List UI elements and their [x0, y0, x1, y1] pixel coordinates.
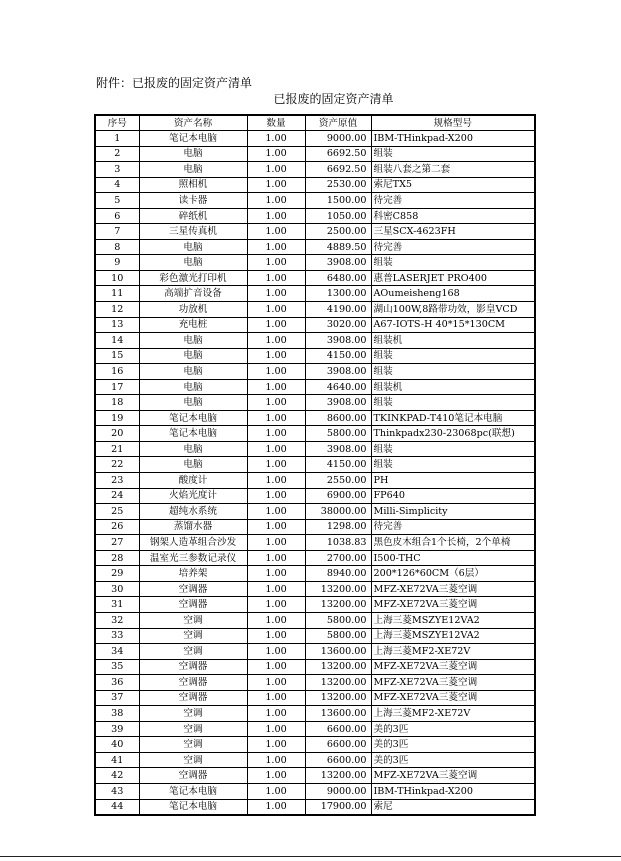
cell-original-value: 38000.00 [305, 504, 371, 520]
cell-seq: 23 [95, 473, 139, 489]
cell-asset-name: 空调器 [139, 659, 247, 675]
cell-original-value: 6692.50 [305, 146, 371, 162]
cell-asset-name: 空调 [139, 706, 247, 722]
cell-quantity: 1.00 [247, 317, 305, 333]
cell-original-value: 6900.00 [305, 488, 371, 504]
cell-spec-model: 索尼TX5 [371, 177, 535, 193]
cell-asset-name: 蒸馏水器 [139, 519, 247, 535]
table-row [95, 270, 535, 286]
cell-quantity: 1.00 [247, 644, 305, 660]
cell-spec-model: 待完善 [371, 519, 535, 535]
cell-original-value: 1050.00 [305, 208, 371, 224]
cell-seq: 13 [95, 317, 139, 333]
cell-spec-model: 组装 [371, 146, 535, 162]
cell-seq: 1 [95, 131, 139, 147]
cell-asset-name: 电脑 [139, 333, 247, 349]
cell-spec-model: 组装 [371, 364, 535, 380]
cell-quantity: 1.00 [247, 504, 305, 520]
cell-asset-name: 三星传真机 [139, 224, 247, 240]
table-row [95, 566, 535, 582]
table-row [95, 426, 535, 442]
cell-asset-name: 碎纸机 [139, 208, 247, 224]
cell-original-value: 9000.00 [305, 131, 371, 147]
cell-seq: 32 [95, 612, 139, 628]
cell-asset-name: 空调 [139, 644, 247, 660]
cell-original-value: 6600.00 [305, 752, 371, 768]
table-title: 已报废的固定资产清单 [273, 92, 394, 106]
cell-spec-model: MFZ-XE72VA三菱空调 [371, 768, 535, 784]
cell-spec-model: MFZ-XE72VA三菱空调 [371, 581, 535, 597]
cell-original-value: 5800.00 [305, 628, 371, 644]
cell-quantity: 1.00 [247, 799, 305, 815]
cell-asset-name: 电脑 [139, 255, 247, 271]
cell-quantity: 1.00 [247, 208, 305, 224]
cell-original-value: 13600.00 [305, 644, 371, 660]
cell-quantity: 1.00 [247, 690, 305, 706]
table-row [95, 162, 535, 178]
header-asset-name: 资产名称 [139, 115, 247, 131]
table-row [95, 302, 535, 318]
table-row [95, 690, 535, 706]
cell-asset-name: 空调 [139, 612, 247, 628]
table-header [95, 115, 535, 131]
cell-asset-name: 高端扩音设备 [139, 286, 247, 302]
cell-quantity: 1.00 [247, 441, 305, 457]
cell-quantity: 1.00 [247, 364, 305, 380]
cell-seq: 38 [95, 706, 139, 722]
cell-spec-model: 上海三菱MSZYE12VA2 [371, 628, 535, 644]
header-quantity: 数量 [247, 115, 305, 131]
table-row [95, 706, 535, 722]
cell-spec-model: 黑色皮木组合1个长椅，2个单椅 [371, 535, 535, 551]
cell-seq: 8 [95, 239, 139, 255]
table-row [95, 317, 535, 333]
header-spec-model: 规格型号 [371, 115, 535, 131]
cell-asset-name: 笔记本电脑 [139, 799, 247, 815]
cell-spec-model: 三星SCX-4623FH [371, 224, 535, 240]
cell-asset-name: 电脑 [139, 146, 247, 162]
cell-spec-model: 惠普LASERJET PRO400 [371, 270, 535, 286]
cell-original-value: 13600.00 [305, 706, 371, 722]
cell-asset-name: 电脑 [139, 239, 247, 255]
table-row [95, 721, 535, 737]
table-row [95, 146, 535, 162]
cell-original-value: 13200.00 [305, 690, 371, 706]
table-row [95, 644, 535, 660]
cell-quantity: 1.00 [247, 348, 305, 364]
cell-quantity: 1.00 [247, 255, 305, 271]
table-row [95, 224, 535, 240]
table-row [95, 457, 535, 473]
cell-seq: 42 [95, 768, 139, 784]
cell-spec-model: Thinkpadx230-23068pc(联想) [371, 426, 535, 442]
cell-seq: 30 [95, 581, 139, 597]
cell-spec-model: 湖山100W,8路带功效，影皇VCD [371, 302, 535, 318]
cell-seq: 11 [95, 286, 139, 302]
table-row [95, 535, 535, 551]
table-row [95, 752, 535, 768]
cell-spec-model: TKINKPAD-T410笔记本电脑 [371, 410, 535, 426]
cell-asset-name: 火焰光度计 [139, 488, 247, 504]
cell-original-value: 2550.00 [305, 473, 371, 489]
cell-spec-model: PH [371, 473, 535, 489]
cell-asset-name: 充电桩 [139, 317, 247, 333]
cell-quantity: 1.00 [247, 457, 305, 473]
cell-original-value: 3908.00 [305, 441, 371, 457]
cell-quantity: 1.00 [247, 270, 305, 286]
cell-quantity: 1.00 [247, 737, 305, 753]
cell-original-value: 13200.00 [305, 768, 371, 784]
table-row [95, 177, 535, 193]
cell-spec-model: FP640 [371, 488, 535, 504]
table-row [95, 504, 535, 520]
cell-spec-model: MFZ-XE72VA三菱空调 [371, 690, 535, 706]
cell-quantity: 1.00 [247, 597, 305, 613]
cell-seq: 4 [95, 177, 139, 193]
cell-spec-model: 组装 [371, 255, 535, 271]
cell-quantity: 1.00 [247, 659, 305, 675]
cell-spec-model: 上海三菱MF2-XE72V [371, 706, 535, 722]
cell-spec-model: A67-IOTS-H 40*15*130CM [371, 317, 535, 333]
cell-quantity: 1.00 [247, 535, 305, 551]
cell-quantity: 1.00 [247, 410, 305, 426]
cell-original-value: 8600.00 [305, 410, 371, 426]
cell-spec-model: 组装机 [371, 379, 535, 395]
cell-asset-name: 电脑 [139, 379, 247, 395]
cell-asset-name: 照相机 [139, 177, 247, 193]
cell-original-value: 5800.00 [305, 426, 371, 442]
cell-asset-name: 笔记本电脑 [139, 410, 247, 426]
cell-original-value: 1300.00 [305, 286, 371, 302]
cell-quantity: 1.00 [247, 395, 305, 411]
cell-spec-model: 美的3匹 [371, 752, 535, 768]
cell-spec-model: 组装机 [371, 333, 535, 349]
cell-seq: 6 [95, 208, 139, 224]
cell-quantity: 1.00 [247, 224, 305, 240]
cell-quantity: 1.00 [247, 379, 305, 395]
cell-spec-model: 美的3匹 [371, 737, 535, 753]
cell-spec-model: IBM-THinkpad-X200 [371, 131, 535, 147]
cell-asset-name: 电脑 [139, 162, 247, 178]
cell-original-value: 1038.83 [305, 535, 371, 551]
cell-asset-name: 空调器 [139, 675, 247, 691]
cell-quantity: 1.00 [247, 519, 305, 535]
cell-spec-model: 待完善 [371, 193, 535, 209]
cell-seq: 26 [95, 519, 139, 535]
table-row [95, 659, 535, 675]
cell-seq: 27 [95, 535, 139, 551]
cell-seq: 7 [95, 224, 139, 240]
cell-asset-name: 电脑 [139, 364, 247, 380]
cell-quantity: 1.00 [247, 177, 305, 193]
cell-quantity: 1.00 [247, 721, 305, 737]
cell-asset-name: 超纯水系统 [139, 504, 247, 520]
table-row [95, 333, 535, 349]
cell-quantity: 1.00 [247, 566, 305, 582]
cell-original-value: 1500.00 [305, 193, 371, 209]
cell-seq: 15 [95, 348, 139, 364]
cell-quantity: 1.00 [247, 581, 305, 597]
cell-seq: 22 [95, 457, 139, 473]
cell-seq: 16 [95, 364, 139, 380]
table-row [95, 395, 535, 411]
cell-quantity: 1.00 [247, 239, 305, 255]
table-row [95, 612, 535, 628]
table-row [95, 737, 535, 753]
cell-original-value: 1298.00 [305, 519, 371, 535]
cell-seq: 5 [95, 193, 139, 209]
table-row [95, 286, 535, 302]
cell-seq: 24 [95, 488, 139, 504]
cell-spec-model: 美的3匹 [371, 721, 535, 737]
table-row [95, 597, 535, 613]
cell-quantity: 1.00 [247, 162, 305, 178]
table-row [95, 208, 535, 224]
table-row [95, 581, 535, 597]
cell-asset-name: 空调 [139, 752, 247, 768]
cell-quantity: 1.00 [247, 675, 305, 691]
table-row [95, 131, 535, 147]
table-row [95, 783, 535, 799]
table-row [95, 628, 535, 644]
cell-quantity: 1.00 [247, 488, 305, 504]
table-row [95, 550, 535, 566]
cell-seq: 14 [95, 333, 139, 349]
page-bottom-rule [0, 856, 621, 857]
cell-seq: 39 [95, 721, 139, 737]
table-row [95, 193, 535, 209]
cell-original-value: 4150.00 [305, 457, 371, 473]
table-row [95, 519, 535, 535]
cell-original-value: 13200.00 [305, 675, 371, 691]
table-row [95, 379, 535, 395]
cell-spec-model: MFZ-XE72VA三菱空调 [371, 659, 535, 675]
cell-original-value: 17900.00 [305, 799, 371, 815]
cell-quantity: 1.00 [247, 286, 305, 302]
cell-asset-name: 空调 [139, 737, 247, 753]
cell-spec-model: 组装 [371, 348, 535, 364]
cell-spec-model: MFZ-XE72VA三菱空调 [371, 597, 535, 613]
cell-quantity: 1.00 [247, 706, 305, 722]
cell-original-value: 2530.00 [305, 177, 371, 193]
cell-original-value: 13200.00 [305, 581, 371, 597]
cell-original-value: 3908.00 [305, 333, 371, 349]
attachment-caption: 附件：已报废的固定资产清单 [96, 76, 253, 90]
cell-seq: 12 [95, 302, 139, 318]
table-row [95, 768, 535, 784]
cell-original-value: 13200.00 [305, 659, 371, 675]
asset-table [94, 114, 536, 816]
cell-seq: 40 [95, 737, 139, 753]
cell-asset-name: 电脑 [139, 395, 247, 411]
cell-seq: 2 [95, 146, 139, 162]
cell-spec-model: Milli-Simplicity [371, 504, 535, 520]
table-row [95, 410, 535, 426]
cell-original-value: 3908.00 [305, 395, 371, 411]
header-seq: 序号 [95, 115, 139, 131]
cell-quantity: 1.00 [247, 628, 305, 644]
cell-asset-name: 空调 [139, 628, 247, 644]
cell-seq: 3 [95, 162, 139, 178]
cell-asset-name: 功放机 [139, 302, 247, 318]
cell-original-value: 3020.00 [305, 317, 371, 333]
cell-seq: 37 [95, 690, 139, 706]
cell-asset-name: 笔记本电脑 [139, 131, 247, 147]
cell-spec-model: 科密C858 [371, 208, 535, 224]
cell-seq: 36 [95, 675, 139, 691]
cell-seq: 41 [95, 752, 139, 768]
cell-seq: 17 [95, 379, 139, 395]
header-row [95, 115, 535, 131]
cell-asset-name: 空调器 [139, 768, 247, 784]
table-row [95, 239, 535, 255]
cell-seq: 43 [95, 783, 139, 799]
cell-spec-model: 组装 [371, 395, 535, 411]
cell-asset-name: 空调器 [139, 690, 247, 706]
cell-quantity: 1.00 [247, 131, 305, 147]
cell-asset-name: 空调器 [139, 581, 247, 597]
cell-original-value: 6600.00 [305, 721, 371, 737]
table-body [95, 131, 535, 816]
cell-spec-model: 上海三菱MSZYE12VA2 [371, 612, 535, 628]
cell-quantity: 1.00 [247, 783, 305, 799]
cell-spec-model: 待完善 [371, 239, 535, 255]
cell-seq: 21 [95, 441, 139, 457]
cell-spec-model: 组装八套之第二套 [371, 162, 535, 178]
table-row [95, 441, 535, 457]
cell-seq: 29 [95, 566, 139, 582]
cell-seq: 44 [95, 799, 139, 815]
cell-seq: 28 [95, 550, 139, 566]
cell-original-value: 2500.00 [305, 224, 371, 240]
cell-asset-name: 酸度计 [139, 473, 247, 489]
cell-original-value: 4150.00 [305, 348, 371, 364]
cell-original-value: 3908.00 [305, 255, 371, 271]
cell-seq: 35 [95, 659, 139, 675]
cell-quantity: 1.00 [247, 768, 305, 784]
cell-quantity: 1.00 [247, 473, 305, 489]
header-original-value: 资产原值 [305, 115, 371, 131]
cell-asset-name: 笔记本电脑 [139, 426, 247, 442]
table-row [95, 473, 535, 489]
table-row [95, 348, 535, 364]
cell-asset-name: 温室光三参数记录仪 [139, 550, 247, 566]
cell-quantity: 1.00 [247, 146, 305, 162]
table-row [95, 799, 535, 815]
cell-original-value: 4889.50 [305, 239, 371, 255]
cell-quantity: 1.00 [247, 426, 305, 442]
cell-original-value: 13200.00 [305, 597, 371, 613]
cell-spec-model: 组装 [371, 441, 535, 457]
cell-seq: 18 [95, 395, 139, 411]
cell-original-value: 9000.00 [305, 783, 371, 799]
cell-spec-model: IBM-THinkpad-X200 [371, 783, 535, 799]
cell-asset-name: 电脑 [139, 441, 247, 457]
cell-asset-name: 笔记本电脑 [139, 783, 247, 799]
cell-quantity: 1.00 [247, 302, 305, 318]
cell-spec-model: 200*126*60CM（6层） [371, 566, 535, 582]
cell-quantity: 1.00 [247, 752, 305, 768]
cell-spec-model: MFZ-XE72VA三菱空调 [371, 675, 535, 691]
cell-original-value: 4640.00 [305, 379, 371, 395]
cell-seq: 10 [95, 270, 139, 286]
cell-original-value: 5800.00 [305, 612, 371, 628]
cell-quantity: 1.00 [247, 550, 305, 566]
cell-spec-model: 组装 [371, 457, 535, 473]
cell-spec-model: AOumeisheng168 [371, 286, 535, 302]
cell-original-value: 8940.00 [305, 566, 371, 582]
cell-asset-name: 电脑 [139, 457, 247, 473]
cell-quantity: 1.00 [247, 193, 305, 209]
cell-original-value: 6692.50 [305, 162, 371, 178]
cell-seq: 19 [95, 410, 139, 426]
cell-asset-name: 彩色激光打印机 [139, 270, 247, 286]
cell-seq: 25 [95, 504, 139, 520]
cell-asset-name: 钢架人造革组合沙发 [139, 535, 247, 551]
table-row [95, 675, 535, 691]
table-row [95, 255, 535, 271]
cell-original-value: 3908.00 [305, 364, 371, 380]
cell-spec-model: I500-THC [371, 550, 535, 566]
table-row [95, 488, 535, 504]
cell-original-value: 2700.00 [305, 550, 371, 566]
cell-asset-name: 培养架 [139, 566, 247, 582]
cell-seq: 31 [95, 597, 139, 613]
cell-original-value: 6480.00 [305, 270, 371, 286]
cell-spec-model: 索尼 [371, 799, 535, 815]
table-row [95, 364, 535, 380]
cell-asset-name: 电脑 [139, 348, 247, 364]
cell-asset-name: 空调 [139, 721, 247, 737]
cell-original-value: 6600.00 [305, 737, 371, 753]
cell-seq: 34 [95, 644, 139, 660]
cell-seq: 20 [95, 426, 139, 442]
cell-asset-name: 空调器 [139, 597, 247, 613]
cell-seq: 33 [95, 628, 139, 644]
cell-quantity: 1.00 [247, 612, 305, 628]
cell-asset-name: 读卡器 [139, 193, 247, 209]
cell-spec-model: 上海三菱MF2-XE72V [371, 644, 535, 660]
cell-seq: 9 [95, 255, 139, 271]
cell-original-value: 4190.00 [305, 302, 371, 318]
cell-quantity: 1.00 [247, 333, 305, 349]
